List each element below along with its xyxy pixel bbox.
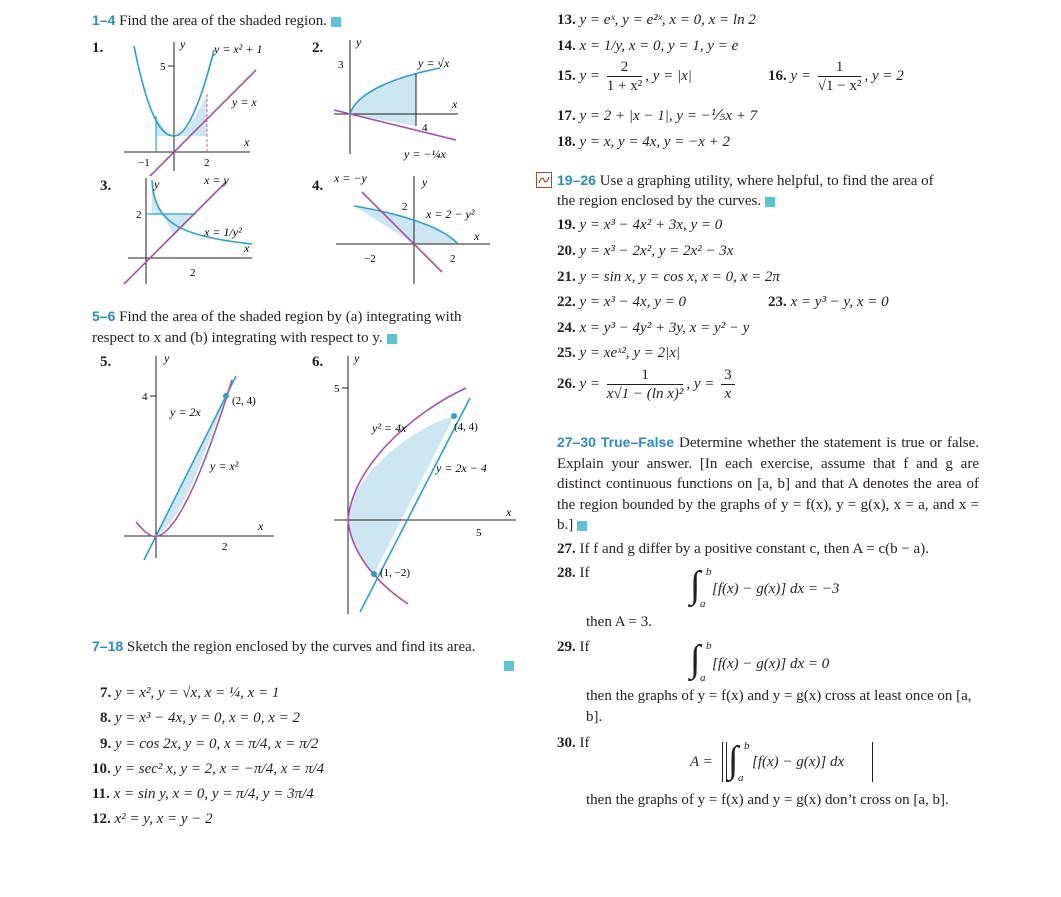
- denominator: 1 + x²: [606, 78, 643, 94]
- problem-number: 15.: [557, 67, 576, 84]
- problem-text: y = xeˣ², y = 2|x|: [579, 345, 681, 361]
- problem-text: y = eˣ, y = e²ˣ, x = 0, x = ln 2: [579, 12, 756, 28]
- problem-number: 10.: [92, 761, 111, 777]
- problem-number: 20.: [557, 243, 576, 259]
- section-text: Use a graphing utility, where helpful, to find the area of: [599, 173, 934, 189]
- problem-number: 11.: [92, 786, 110, 802]
- problem-number: 26.: [557, 375, 576, 392]
- problem-text: , y = |x|: [645, 67, 692, 84]
- figure-number: 4.: [312, 178, 324, 194]
- section-title: True–False: [600, 434, 675, 450]
- section-text: Find the area of the shaded region by (a) integrating with: [119, 309, 462, 325]
- figure-5: [118, 350, 278, 560]
- figure-number: 2.: [312, 40, 324, 56]
- problem-18: [557, 132, 730, 152]
- x-axis-label: x: [258, 519, 264, 533]
- figure-4: [330, 168, 500, 288]
- problem-number: 25.: [557, 345, 576, 361]
- problem-text: , y = 2: [864, 67, 904, 84]
- tick-label-5: 5: [160, 61, 166, 73]
- problem-text: y =: [579, 375, 601, 392]
- problem-text: If: [579, 735, 590, 751]
- tick-label-4: 4: [142, 391, 148, 403]
- lower-limit: a: [738, 772, 744, 784]
- intersection-point-4-4: [451, 413, 457, 419]
- problem-23: [768, 292, 889, 312]
- figure-number: 1.: [92, 40, 104, 56]
- problem-text: A =: [690, 754, 713, 770]
- y-axis-label: y: [154, 177, 160, 191]
- problem-text: , y =: [686, 375, 715, 392]
- problem-number: 18.: [557, 134, 576, 150]
- tick-label-5: 5: [334, 383, 340, 395]
- curve-label: x = 2 − y²: [426, 207, 475, 221]
- denominator: x√1 − (ln x)²: [606, 386, 684, 402]
- x-axis-label: x: [452, 97, 458, 111]
- problem-number: 12.: [92, 811, 111, 827]
- y-axis-label: y: [422, 175, 428, 189]
- problem-29: [557, 637, 590, 657]
- section-1-4-heading: [92, 10, 341, 31]
- problem-text: If: [579, 565, 590, 581]
- problem-number: 16.: [768, 67, 787, 84]
- problem-text: y =: [579, 67, 601, 84]
- integrand: [f(x) − g(x)] dx = 0: [712, 656, 830, 672]
- tick-label-2: 2: [204, 157, 210, 169]
- square-icon: [504, 661, 514, 671]
- x-axis-label: x: [244, 241, 250, 255]
- problem-number: 9.: [100, 736, 112, 752]
- section-5-6-heading: [92, 306, 462, 327]
- problem-17: [557, 106, 757, 126]
- y-axis-label: y: [354, 351, 360, 365]
- section-text: Find the area of the shaded region.: [119, 13, 327, 29]
- section-range: 27–30: [557, 434, 596, 450]
- problem-number: 13.: [557, 12, 576, 28]
- section-range: 1–4: [92, 12, 116, 28]
- x-axis-label: x: [506, 505, 512, 519]
- section-text: Determine whether the statement is true or false. Explain your answer. [In each exercise, assume that f and g are distinct continuous functions on [a, b] and that A denotes the area of the region bounded by the graphs of y = f(x), y = g(x), x = a, and x = b.]: [557, 435, 980, 533]
- problem-30: [557, 733, 590, 753]
- abs-bar: [726, 742, 727, 782]
- numerator: 2: [607, 58, 642, 77]
- square-icon: [331, 17, 341, 27]
- problem-text: then the graphs of y = f(x) and y = g(x) don’t cross on [a, b].: [586, 792, 949, 808]
- fraction: [818, 58, 862, 95]
- square-icon: [387, 334, 397, 344]
- section-19-26-heading: [557, 170, 934, 191]
- curve-label: y = √x: [418, 56, 450, 70]
- line-label: x = −y: [334, 171, 367, 185]
- problem-10: [92, 759, 324, 779]
- problem-26: [557, 366, 738, 403]
- problem-number: 24.: [557, 320, 576, 336]
- tick-label-2: 2: [136, 209, 142, 221]
- integral-sign: ∫: [690, 564, 701, 606]
- tick-label-2: 2: [450, 253, 456, 265]
- tick-label-5: 5: [476, 527, 482, 539]
- problem-text: y = sec² x, y = 2, x = −π/4, x = π/4: [114, 761, 325, 777]
- denominator: √1 − x²: [817, 78, 862, 94]
- problem-22: [557, 292, 686, 312]
- problem-text: y = cos 2x, y = 0, x = π/4, x = π/2: [115, 736, 319, 752]
- figure-3: [118, 172, 258, 290]
- lower-limit: a: [700, 598, 706, 610]
- y-axis-label: y: [180, 37, 186, 51]
- curve-label: y² = 4x: [372, 421, 407, 435]
- problem-15: [557, 58, 692, 95]
- problem-text: y = x², y = √x, x = ¼, x = 1: [115, 685, 280, 701]
- square-icon: [765, 197, 775, 207]
- intersection-point: [223, 393, 229, 399]
- curve-label: y = x² + 1: [214, 42, 263, 56]
- problem-number: 28.: [557, 565, 576, 581]
- shaded-region: [348, 416, 454, 574]
- numerator: 1: [607, 366, 684, 385]
- x-axis-label: x: [474, 229, 480, 243]
- tick-label-neg2: −2: [364, 253, 376, 265]
- integrand: [f(x) − g(x)] dx = −3: [712, 581, 840, 597]
- abs-bar: [722, 742, 723, 782]
- problem-number: 17.: [557, 108, 576, 124]
- section-7-18-heading: [92, 636, 476, 657]
- figure-number: 3.: [100, 178, 112, 194]
- upper-limit: b: [706, 566, 712, 578]
- problem-number: 8.: [100, 710, 112, 726]
- square-icon: [577, 521, 587, 531]
- curve-label: x = 1/y²: [204, 225, 242, 239]
- fraction: [607, 58, 642, 95]
- problem-14: [557, 36, 738, 56]
- integrand: [f(x) − g(x)] dx: [752, 754, 845, 770]
- problem-text: y = x³ − 4x, y = 0: [579, 294, 686, 310]
- line-label: y = 2x: [170, 405, 201, 419]
- curve-label: y = x²: [210, 459, 239, 473]
- problem-number: 14.: [557, 38, 576, 54]
- problem-11: [92, 784, 314, 804]
- problem-number: 22.: [557, 294, 576, 310]
- tick-label-2: 2: [402, 201, 408, 213]
- y-axis-label: y: [164, 351, 170, 365]
- figure-number: 6.: [312, 354, 324, 370]
- point-label: (1, −2): [380, 567, 411, 579]
- problem-28: [557, 563, 590, 583]
- problem-text: y = sin x, y = cos x, x = 0, x = 2π: [579, 269, 780, 285]
- problem-8: [100, 708, 300, 728]
- section-range: 7–18: [92, 638, 124, 654]
- problem-text: y =: [790, 67, 812, 84]
- problem-20: [557, 241, 733, 261]
- tick-label-neg1: −1: [138, 157, 150, 169]
- problem-number: 29.: [557, 639, 576, 655]
- graphing-utility-icon: [536, 172, 552, 188]
- problem-text: then the graphs of y = f(x) and y = g(x) cross at least once on [a, b].: [586, 688, 972, 725]
- problem-19: [557, 215, 722, 235]
- abs-bar: [872, 742, 873, 782]
- figure-1: [110, 36, 290, 176]
- problem-text: x² = y, x = y − 2: [114, 811, 213, 827]
- line-label: y = −¼x: [404, 147, 446, 161]
- problem-text: then A = 3.: [586, 614, 652, 630]
- intersection-point-1-neg2: [371, 571, 377, 577]
- problem-number: 23.: [768, 294, 787, 310]
- problem-text: y = x³ − 4x, y = 0, x = 0, x = 2: [115, 710, 301, 726]
- problem-text: x = sin y, x = 0, y = π/4, y = 3π/4: [113, 786, 314, 802]
- problem-text: y = x³ − 2x², y = 2x² − 3x: [579, 243, 734, 259]
- problem-7: [100, 683, 279, 703]
- problem-21: [557, 267, 780, 287]
- problem-27: [557, 539, 929, 559]
- problem-number: 27.: [557, 541, 576, 557]
- section-range: 5–6: [92, 308, 116, 324]
- upper-limit: b: [744, 740, 750, 752]
- point-label: (2, 4): [232, 395, 256, 407]
- x-axis-label: x: [244, 135, 250, 149]
- y-axis-label: y: [356, 35, 362, 49]
- problem-text: y = x³ − 4x² + 3x, y = 0: [579, 217, 723, 233]
- section-5-6-heading-cont: [92, 328, 397, 348]
- tick-label-2: 2: [190, 267, 196, 279]
- problem-13: [557, 10, 756, 30]
- line-label: x = y: [204, 173, 229, 187]
- problem-text: y = 2 + |x − 1|, y = −⅕x + 7: [579, 108, 758, 124]
- integral-sign: ∫: [728, 739, 739, 781]
- problem-number: 30.: [557, 735, 576, 751]
- upper-limit: b: [706, 640, 712, 652]
- problem-text: x = y³ − y, x = 0: [790, 294, 889, 310]
- section-text: the region enclosed by the curves.: [557, 193, 762, 209]
- section-range: 19–26: [557, 172, 596, 188]
- tick-label-3: 3: [338, 59, 344, 71]
- line-label: y = x: [232, 95, 257, 109]
- fraction: [721, 366, 735, 403]
- integral-sign: ∫: [690, 638, 701, 680]
- section-27-30-heading: [557, 432, 979, 536]
- problem-number: 21.: [557, 269, 576, 285]
- figure-2: [330, 34, 470, 164]
- problem-25: [557, 343, 680, 363]
- tick-label-4: 4: [422, 122, 428, 134]
- problem-24: [557, 318, 749, 338]
- problem-number: 19.: [557, 217, 576, 233]
- fraction: [607, 366, 684, 403]
- tick-label-2: 2: [222, 541, 228, 553]
- problem-text: If f and g differ by a positive constant c, then A = c(b − a).: [579, 541, 929, 557]
- lower-limit: a: [700, 672, 706, 684]
- section-text: respect to x and (b) integrating with respect to y.: [92, 330, 383, 346]
- problem-text: y = x, y = 4x, y = −x + 2: [579, 134, 731, 150]
- section-text: Sketch the region enclosed by the curves and find its area.: [126, 639, 476, 655]
- problem-text: x = 1/y, x = 0, y = 1, y = e: [579, 38, 739, 54]
- problem-9: [100, 734, 318, 754]
- line-label: y = 2x − 4: [436, 461, 487, 475]
- numerator: 1: [818, 58, 862, 77]
- problem-text: x = y³ − 4y² + 3y, x = y² − y: [579, 320, 750, 336]
- problem-number: 7.: [100, 685, 112, 701]
- section-19-26-heading-cont: [557, 191, 775, 211]
- denominator: x: [724, 386, 732, 402]
- problem-text: If: [579, 639, 590, 655]
- problem-16: [768, 58, 904, 95]
- problem-12: [92, 809, 213, 829]
- figure-number: 5.: [100, 354, 112, 370]
- numerator: 3: [721, 366, 735, 385]
- point-label: (4, 4): [454, 421, 478, 433]
- figure-6: [330, 348, 520, 618]
